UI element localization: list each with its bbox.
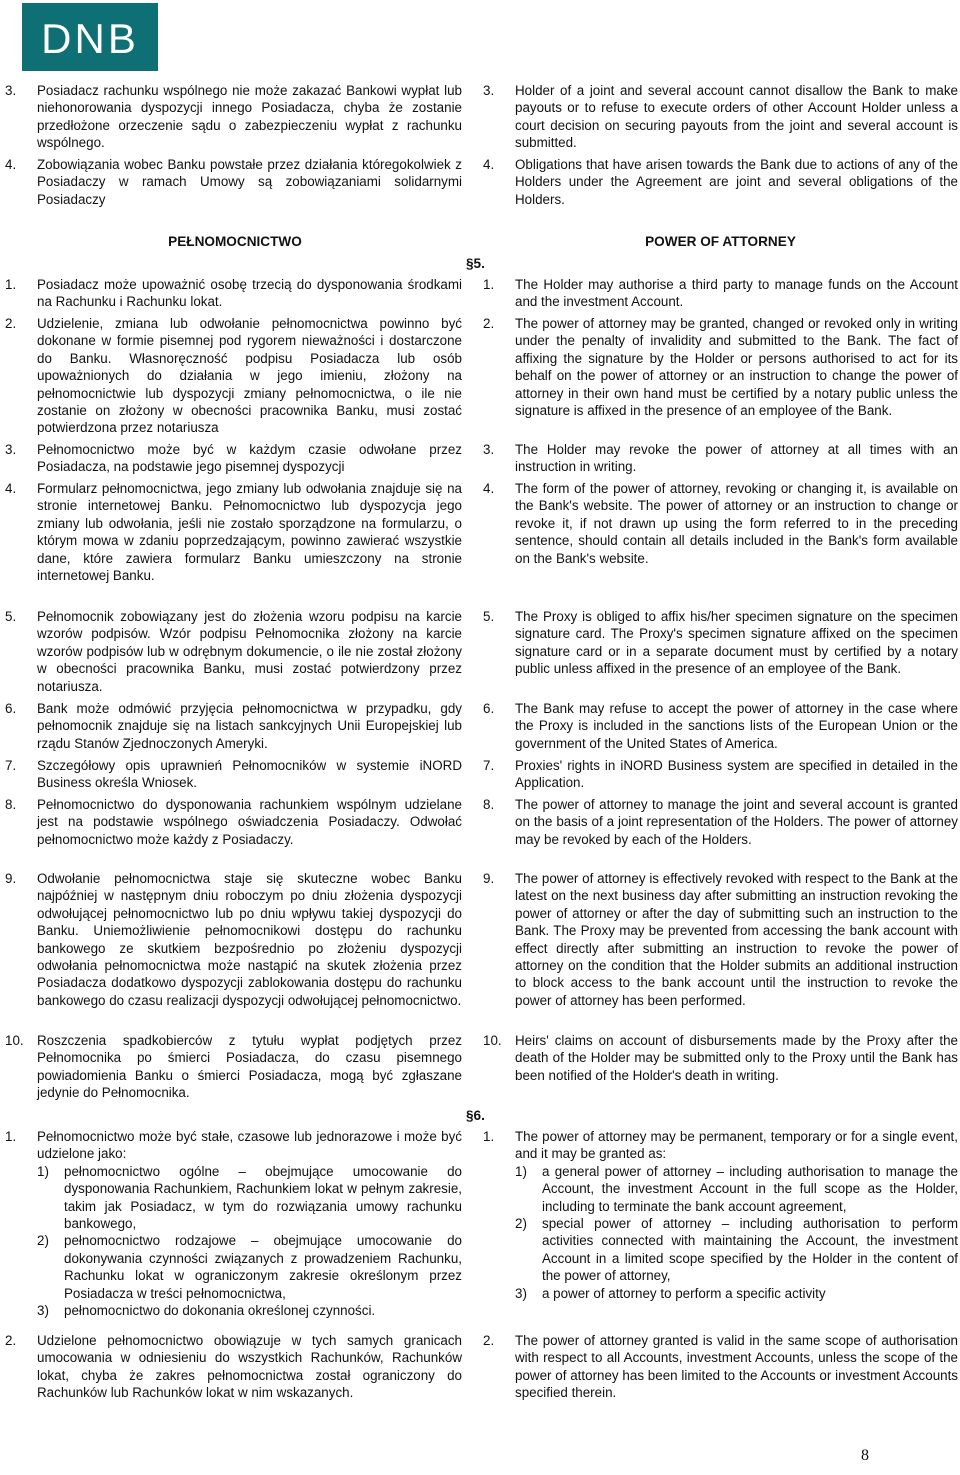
pl-s5-2: 2. Udzielenie, zmiana lub odwołanie pełnomocnictwa powinno być dokonane w formie pisemnej pod rygorem nieważności i dostarczone do Banku. Własnoręczność podpisu Posiadacza lub osób upoważnionych do działania w jego imieniu, złożony na pełnomocnictwie lub dyspozycji zmiany pełnomocnictwa, o ile nie zostanie on złożony w obecności pracownika Banku, musi zostać potwierdzona przez notariusza xyxy=(5,316,462,436)
en-s5-4: 4. The form of the power of attorney, revoking or changing it, is available on the Bank's website. The power of attorney or an instruction to change or revoke it, if not drawn up using the form referred to in the preceding sentence, should contain all details included in the Bank's form available on the Bank's website. xyxy=(483,481,958,566)
en-s6-1-sub-2: 2) special power of attorney – including authorisation to perform activities connected with maintaining the Account, the investment Account in a limited scope specified by the Holder in the content of the power of attorney, xyxy=(515,1216,958,1284)
pl-s6-1: 1. Pełnomocnictwo może być stałe, czasowe lub jednorazowe i może być udzielone jako: 1) pełnomocnictwo ogólne – obejmujące umocowanie do dysponowania Rachunkiem, Rachunkiem lokat w pełnym zakresie, takim jak Posiadacz, w tym do rozwiązania umowy rachunku bankowego, 2) pełnomocnictwo rodzajowe – obejmujące umocowanie do dokonywania czynności związanych z prowadzeniem Rachunku, Rachunku lokat w ograniczonym zakresie określonym przez Posiadacza w treści pełnomocnictwa, 3) pełnomocnictwo do dokonania określonej czynności. xyxy=(5,1129,462,1319)
pl-s6-2: 2. Udzielone pełnomocnictwo obowiązuje w tych samych granicach umocowania w odniesieniu do wszystkich Rachunków, Rachunków lokat, chyba że zakres pełnomocnictwa został ograniczony do Rachunków lub Rachunków lokat w nim wskazanych. xyxy=(5,1333,462,1401)
en-heading: POWER OF ATTORNEY xyxy=(645,234,796,249)
en-s6-1: 1. The power of attorney may be permanent, temporary or for a single event, and it may be granted as: 1) a general power of attorney – including authorisation to manage the Account, the investment Account in the full scope as the Holder, including to terminate the bank account agreement, 2) special power of attorney – including authorisation to perform activities connected with maintaining the Account, the investment Account in a limited scope specified by the Holder in the content of the power of attorney, 3) a power of attorney to perform a specific activity xyxy=(483,1129,958,1301)
pl-s5-6: 6. Bank może odmówić przyjęcia pełnomocnictwa w przypadku, gdy pełnomocnik znajduje się na listach sankcyjnych Unii Europejskiej lub rządu Stanów Zjednoczonych Ameryki. xyxy=(5,701,462,751)
pl-s5-9: 9. Odwołanie pełnomocnictwa staje się skuteczne wobec Banku najpóźniej w następnym dniu roboczym po dniu złożenia dyspozycji odwołującej pełnomocnictwo lub po dniu wpływu takiej dyspozycji do Banku. Uniemożliwienie pełnomocnikowi dostępu do rachunku bankowego ze skutkiem bezpośrednio po złożeniu dyspozycji odwołania pełnomocnictwa może nastąpić na skutek złożenia przez Posiadacza dodatkowo dyspozycji zablokowania dostępu do rachunku bankowego do czasu realizacji dyspozycji odwołującej pełnomocnictwo. xyxy=(5,871,462,1008)
section-6-marker: §6. xyxy=(466,1108,485,1123)
pl-intro-4: 4. Zobowiązania wobec Banku powstałe przez działania któregokolwiek z Posiadaczy w ramach Umowy są zobowiązaniami solidarnymi Posiadaczy xyxy=(5,157,462,207)
pl-s6-1-sub-3: 3) pełnomocnictwo do dokonania określonej czynności. xyxy=(37,1303,376,1319)
pl-s5-4: 4. Formularz pełnomocnictwa, jego zmiany lub odwołania znajduje się na stronie internetowej Banku. Pełnomocnictwo lub dyspozycja jego zmiany lub odwołania, jeśli nie zostało sporządzone na formularzu, o którym mowa w zdaniu poprzedzającym, powinno zawierać wszystkie dane, które zawiera formularz Banku umieszczony na stronie internetowej Banku. xyxy=(5,481,462,584)
en-s5-10: 10. Heirs' claims on account of disbursements made by the Proxy after the death of the Holder may be submitted only to the Proxy until the Bank has been notified of the Holder's death in writing. xyxy=(483,1033,958,1083)
dnb-logo xyxy=(22,3,158,71)
page-number: 8 xyxy=(861,1447,869,1464)
en-s6-1-sub-1: 1) a general power of attorney – including authorisation to manage the Account, the investment Account in the full scope as the Holder, including to terminate the bank account agreement, xyxy=(515,1163,958,1214)
pl-s5-5: 5. Pełnomocnik zobowiązany jest do złożenia wzoru podpisu na karcie wzorów podpisów. Wzór podpisu Pełnomocnika złożony na karcie wzorów podpisów lub w odrębnym dokumencie, o ile nie został złożony w obecności pracownika Banku, musi zostać potwierdzony przez notariusza. xyxy=(5,609,462,694)
pl-s5-3: 3. Pełnomocnictwo może być w każdym czasie odwołane przez Posiadacza, na podstawie jego pisemnej dyspozycji xyxy=(5,442,462,475)
pl-s5-8: 8. Pełnomocnictwo do dysponowania rachunkiem wspólnym udzielane jest na podstawie wspólnego oświadczenia Posiadaczy. Odwołać pełnomocnictwo może każdy z Posiadaczy. xyxy=(5,797,462,847)
pl-s6-1-sub-1: 1) pełnomocnictwo ogólne – obejmujące umocowanie do dysponowania Rachunkiem, Rachunkiem lokat w pełnym zakresie, takim jak Posiadacz, w tym do rozwiązania umowy rachunku bankowego, xyxy=(37,1163,462,1232)
en-s6-2: 2. The power of attorney granted is valid in the same scope of authorisation with respect to all Accounts, investment Accounts, unless the scope of the power of attorney has been limited to the Accounts or investment Accounts specified therein. xyxy=(483,1333,958,1401)
pl-s5-7: 7. Szczegółowy opis uprawnień Pełnomocników w systemie iNORD Business określa Wniosek. xyxy=(5,758,462,791)
en-s5-1: 1. The Holder may authorise a third party to manage funds on the Account and the investment Account. xyxy=(483,277,958,310)
en-s6-1-sub-3: 3) a power of attorney to perform a specific activity xyxy=(515,1285,826,1301)
pl-s6-1-sub-2: 2) pełnomocnictwo rodzajowe – obejmujące umocowanie do dokonywania czynności związanych z prowadzeniem Rachunku, Rachunku lokat w ograniczonym zakresie określonym przez Posiadacza w treści pełnomocnictwa, xyxy=(37,1233,462,1301)
en-intro-3: 3. Holder of a joint and several account cannot disallow the Bank to make payouts or to refuse to execute orders of other Account Holder unless a court decision on securing payouts from the joint and several account is submitted. xyxy=(483,83,958,151)
en-s5-2: 2. The power of attorney may be granted, changed or revoked only in writing under the penalty of invalidity and submitted to the Bank. The fact of affixing the signature by the Holder or persons authorised to act for its behalf on the power of attorney or an instruction to change the power of attorney in their own hand must be certified by a notary public unless the signature is affixed in the presence of an employee of the Bank. xyxy=(483,316,958,419)
section-5-marker: §5. xyxy=(466,256,485,271)
en-intro-4: 4. Obligations that have arisen towards the Bank due to actions of any of the Holders under the Agreement are joint and several obligations of the Holders. xyxy=(483,157,958,207)
pl-s5-10: 10. Roszczenia spadkobierców z tytułu wypłat podjętych przez Pełnomocnika po śmierci Posiadacza, do czasu pisemnego powiadomienia Banku o śmierci Posiadacza, mogą być zgłaszane jedynie do Pełnomocnika. xyxy=(5,1033,462,1101)
en-s5-3: 3. The Holder may revoke the power of attorney at all times with an instruction in writing. xyxy=(483,442,958,475)
en-s5-9: 9. The power of attorney is effectively revoked with respect to the Bank at the latest on the next business day after submitting an instruction revoking the power of attorney or after the day of submitting such an instruction to the Bank. The Proxy may be prevented from accessing the bank account with effect directly after submitting an instruction to revoke the power of attorney on the condition that the Holder submits an additional instruction to block access to the bank account until the instruction to revoke the power of attorney has been performed. xyxy=(483,871,958,1008)
pl-heading: PEŁNOMOCNICTWO xyxy=(168,234,302,249)
logo-text: DNB xyxy=(41,15,139,62)
en-s5-5: 5. The Proxy is obliged to affix his/her specimen signature on the specimen signature card. The Proxy's specimen signature affixed on the specimen signature card or in a separate document must by certified by a notary public unless affixed in the presence of an employee of the Bank. xyxy=(483,609,958,677)
pl-intro-3: 3. Posiadacz rachunku wspólnego nie może zakazać Bankowi wypłat lub niehonorowania dyspozycji innego Posiadacza, chyba że zostanie przedłożone orzeczenie sądu o zabezpieczeniu wypłat z rachunku wspólnego. xyxy=(5,83,462,151)
en-s5-6: 6. The Bank may refuse to accept the power of attorney in the case where the Proxy is included in the sanctions lists of the European Union or the government of the United States of America. xyxy=(483,701,958,751)
pl-s5-1: 1. Posiadacz może upoważnić osobę trzecią do dysponowania środkami na Rachunku i Rachunku lokat. xyxy=(5,277,462,310)
en-s5-7: 7. Proxies' rights in iNORD Business system are specified in detailed in the Application. xyxy=(483,758,958,791)
en-s5-8: 8. The power of attorney to manage the joint and several account is granted on the basis of a joint representation of the Holders. The power of attorney may be revoked by each of the Holders. xyxy=(483,797,958,847)
